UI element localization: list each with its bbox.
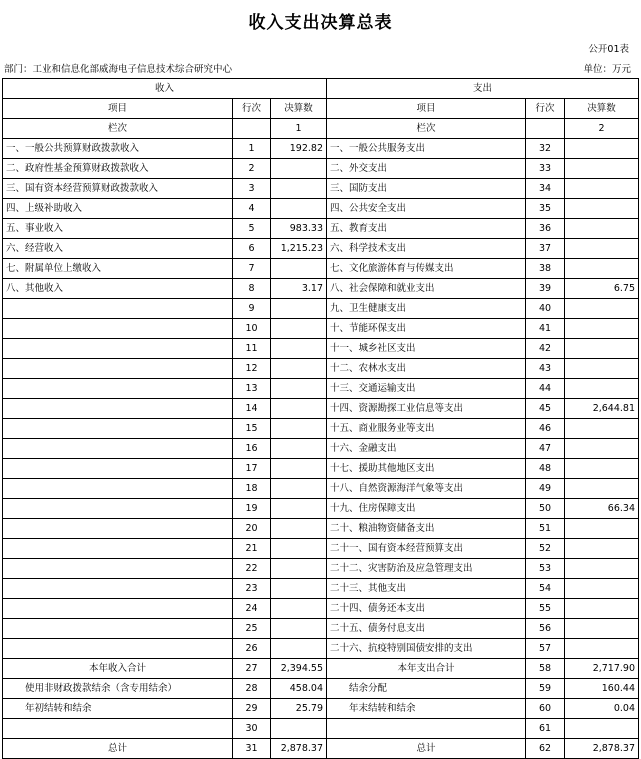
income-item-label — [3, 539, 233, 559]
income-amount — [271, 259, 327, 279]
expense-row-number: 34 — [526, 179, 565, 199]
summary-row — [3, 699, 639, 719]
expense-row-number: 44 — [526, 379, 565, 399]
expense-item-label: 十四、资源勘探工业信息等支出 — [327, 399, 526, 419]
income-item-label: 二、政府性基金预算财政拨款收入 — [3, 159, 233, 179]
income-item-label — [3, 399, 233, 419]
expense-item-label: 十九、住房保障支出 — [327, 499, 526, 519]
income-row-number: 10 — [233, 319, 271, 339]
expense-item-label: 十五、商业服务业等支出 — [327, 419, 526, 439]
income-item-label: 本年收入合计 — [3, 659, 233, 679]
table-row — [3, 459, 639, 479]
expense-amount — [565, 479, 639, 499]
income-amount: 1,215.23 — [271, 239, 327, 259]
income-amount — [271, 199, 327, 219]
expense-amount — [565, 259, 639, 279]
form-number: 公开01表 — [588, 44, 629, 55]
expense-item-label: 九、卫生健康支出 — [327, 299, 526, 319]
income-amount: 2,878.37 — [271, 739, 327, 759]
expense-row-number: 60 — [526, 699, 565, 719]
table-row — [3, 399, 639, 419]
expense-column-label: 栏次 — [327, 119, 526, 139]
income-row-number: 30 — [233, 719, 271, 739]
income-item-label — [3, 379, 233, 399]
expense-item-label: 十三、交通运输支出 — [327, 379, 526, 399]
table-row — [3, 379, 639, 399]
income-row-number: 20 — [233, 519, 271, 539]
expense-row-number: 58 — [526, 659, 565, 679]
expense-row-number: 45 — [526, 399, 565, 419]
income-row-no-header: 行次 — [233, 99, 271, 119]
expense-item-label: 十、节能环保支出 — [327, 319, 526, 339]
income-row-number: 8 — [233, 279, 271, 299]
expense-row-number: 35 — [526, 199, 565, 219]
expense-item-label: 五、教育支出 — [327, 219, 526, 239]
income-amount — [271, 419, 327, 439]
report-title: 收入支出决算总表 — [248, 13, 393, 33]
empty-cell — [233, 119, 271, 139]
expense-amount — [565, 379, 639, 399]
income-row-number: 1 — [233, 139, 271, 159]
table-row — [3, 179, 639, 199]
summary-row — [3, 659, 639, 679]
expense-item-label: 七、文化旅游体育与传媒支出 — [327, 259, 526, 279]
summary-row — [3, 739, 639, 759]
expense-amount: 160.44 — [565, 679, 639, 699]
income-amount: 458.04 — [271, 679, 327, 699]
income-row-number: 19 — [233, 499, 271, 519]
expense-section-header: 支出 — [327, 79, 639, 99]
income-amount — [271, 319, 327, 339]
income-item-label — [3, 499, 233, 519]
expense-row-number: 37 — [526, 239, 565, 259]
income-column-label: 栏次 — [3, 119, 233, 139]
expense-amount — [565, 159, 639, 179]
expense-item-label: 二十一、国有资本经营预算支出 — [327, 539, 526, 559]
expense-row-number: 54 — [526, 579, 565, 599]
income-item-label — [3, 579, 233, 599]
income-row-number: 13 — [233, 379, 271, 399]
table-row — [3, 439, 639, 459]
expense-row-number: 33 — [526, 159, 565, 179]
income-row-number: 23 — [233, 579, 271, 599]
income-item-label — [3, 299, 233, 319]
income-amount — [271, 439, 327, 459]
income-row-number: 25 — [233, 619, 271, 639]
expense-row-number: 39 — [526, 279, 565, 299]
income-row-number: 3 — [233, 179, 271, 199]
expense-amount — [565, 139, 639, 159]
expense-row-number: 43 — [526, 359, 565, 379]
expense-amount: 0.04 — [565, 699, 639, 719]
income-item-label — [3, 439, 233, 459]
expense-row-number: 32 — [526, 139, 565, 159]
income-row-number: 9 — [233, 299, 271, 319]
expense-amount — [565, 179, 639, 199]
income-amount — [271, 159, 327, 179]
income-section-header: 收入 — [3, 79, 327, 99]
income-item-label — [3, 359, 233, 379]
income-row-number: 6 — [233, 239, 271, 259]
income-amount — [271, 639, 327, 659]
income-row-number: 28 — [233, 679, 271, 699]
expense-row-number: 61 — [526, 719, 565, 739]
expense-item-label: 十八、自然资源海洋气象等支出 — [327, 479, 526, 499]
expense-amount — [565, 459, 639, 479]
table-row — [3, 519, 639, 539]
expense-item-label: 总计 — [327, 739, 526, 759]
expense-amount — [565, 219, 639, 239]
income-row-number: 21 — [233, 539, 271, 559]
income-amount: 192.82 — [271, 139, 327, 159]
income-row-number: 12 — [233, 359, 271, 379]
expense-item-label: 二十五、债务付息支出 — [327, 619, 526, 639]
table-row — [3, 359, 639, 379]
income-amount — [271, 599, 327, 619]
income-amount — [271, 519, 327, 539]
income-item-label — [3, 599, 233, 619]
expense-amount — [565, 579, 639, 599]
income-item-label — [3, 339, 233, 359]
expense-amount — [565, 299, 639, 319]
table-row — [3, 539, 639, 559]
expense-item-label: 二十、粮油物资储备支出 — [327, 519, 526, 539]
income-item-label: 七、附属单位上缴收入 — [3, 259, 233, 279]
expense-item-header: 项目 — [327, 99, 526, 119]
table-row — [3, 559, 639, 579]
expense-amount — [565, 359, 639, 379]
income-amount — [271, 719, 327, 739]
income-row-number: 7 — [233, 259, 271, 279]
income-amount — [271, 579, 327, 599]
expense-row-number: 62 — [526, 739, 565, 759]
expense-item-label — [327, 719, 526, 739]
expense-amount — [565, 319, 639, 339]
expense-amount: 66.34 — [565, 499, 639, 519]
income-amount — [271, 539, 327, 559]
income-amount — [271, 499, 327, 519]
income-item-label — [3, 319, 233, 339]
expense-item-label: 八、社会保障和就业支出 — [327, 279, 526, 299]
expense-amount — [565, 339, 639, 359]
income-amount — [271, 339, 327, 359]
income-amount — [271, 459, 327, 479]
income-amount — [271, 399, 327, 419]
income-amount — [271, 619, 327, 639]
income-row-number: 24 — [233, 599, 271, 619]
expense-item-label: 二十三、其他支出 — [327, 579, 526, 599]
table-row — [3, 419, 639, 439]
expense-item-label: 二、外交支出 — [327, 159, 526, 179]
expense-row-number: 50 — [526, 499, 565, 519]
empty-cell — [526, 119, 565, 139]
income-expense-table — [2, 78, 639, 759]
income-row-number: 2 — [233, 159, 271, 179]
expense-item-label: 二十四、债务还本支出 — [327, 599, 526, 619]
income-item-label: 使用非财政拨款结余（含专用结余） — [3, 679, 233, 699]
income-row-number: 26 — [233, 639, 271, 659]
expense-row-number: 41 — [526, 319, 565, 339]
table-row — [3, 159, 639, 179]
expense-amount — [565, 719, 639, 739]
income-item-label — [3, 639, 233, 659]
income-row-number: 14 — [233, 399, 271, 419]
expense-item-label: 本年支出合计 — [327, 659, 526, 679]
income-item-label — [3, 559, 233, 579]
table-row — [3, 319, 639, 339]
table-row — [3, 219, 639, 239]
income-amount — [271, 559, 327, 579]
department-label: 部门：工业和信息化部威海电子信息技术综合研究中心 — [4, 64, 233, 75]
income-amount-header: 决算数 — [271, 99, 327, 119]
expense-item-label: 十六、金融支出 — [327, 439, 526, 459]
income-item-label: 八、其他收入 — [3, 279, 233, 299]
table-row — [3, 139, 639, 159]
income-item-label: 一、一般公共预算财政拨款收入 — [3, 139, 233, 159]
expense-item-label: 十七、援助其他地区支出 — [327, 459, 526, 479]
income-amount: 2,394.55 — [271, 659, 327, 679]
income-amount: 3.17 — [271, 279, 327, 299]
expense-row-number: 51 — [526, 519, 565, 539]
expense-row-number: 36 — [526, 219, 565, 239]
expense-item-label: 结余分配 — [327, 679, 526, 699]
expense-row-number: 53 — [526, 559, 565, 579]
income-row-number: 18 — [233, 479, 271, 499]
income-item-label: 四、上级补助收入 — [3, 199, 233, 219]
expense-row-number: 59 — [526, 679, 565, 699]
income-item-label: 五、事业收入 — [3, 219, 233, 239]
expense-amount — [565, 439, 639, 459]
income-row-number: 29 — [233, 699, 271, 719]
income-row-number: 4 — [233, 199, 271, 219]
income-amount — [271, 179, 327, 199]
expense-row-number: 49 — [526, 479, 565, 499]
expense-item-label: 一、一般公共服务支出 — [327, 139, 526, 159]
income-item-label — [3, 459, 233, 479]
table-row — [3, 259, 639, 279]
income-item-label — [3, 479, 233, 499]
expense-amount — [565, 419, 639, 439]
income-item-label: 总计 — [3, 739, 233, 759]
expense-item-label: 四、公共安全支出 — [327, 199, 526, 219]
unit-label: 单位：万元 — [583, 64, 631, 75]
income-amount: 25.79 — [271, 699, 327, 719]
income-row-number: 27 — [233, 659, 271, 679]
income-item-label: 三、国有资本经营预算财政拨款收入 — [3, 179, 233, 199]
income-item-label — [3, 419, 233, 439]
table-row — [3, 639, 639, 659]
expense-row-number: 48 — [526, 459, 565, 479]
expense-row-number: 57 — [526, 639, 565, 659]
expense-amount — [565, 639, 639, 659]
expense-amount — [565, 519, 639, 539]
section-header-row — [3, 79, 639, 99]
income-row-number: 5 — [233, 219, 271, 239]
summary-row — [3, 679, 639, 699]
summary-row — [3, 719, 639, 739]
expense-item-label: 二十二、灾害防治及应急管理支出 — [327, 559, 526, 579]
income-amount — [271, 299, 327, 319]
income-item-label: 年初结转和结余 — [3, 699, 233, 719]
income-amount — [271, 379, 327, 399]
expense-row-number: 47 — [526, 439, 565, 459]
income-item-header: 项目 — [3, 99, 233, 119]
income-row-number: 31 — [233, 739, 271, 759]
column-header-row — [3, 99, 639, 119]
expense-row-number: 38 — [526, 259, 565, 279]
expense-row-number: 56 — [526, 619, 565, 639]
expense-amount — [565, 199, 639, 219]
table-row — [3, 299, 639, 319]
expense-amount: 2,717.90 — [565, 659, 639, 679]
table-row — [3, 579, 639, 599]
expense-amount — [565, 619, 639, 639]
table-row — [3, 479, 639, 499]
income-row-number: 16 — [233, 439, 271, 459]
income-amount — [271, 479, 327, 499]
expense-item-label: 二十六、抗疫特别国债安排的支出 — [327, 639, 526, 659]
income-row-number: 22 — [233, 559, 271, 579]
expense-row-number: 42 — [526, 339, 565, 359]
income-amount — [271, 359, 327, 379]
expense-row-number: 52 — [526, 539, 565, 559]
income-row-number: 11 — [233, 339, 271, 359]
table-row — [3, 619, 639, 639]
income-item-label — [3, 519, 233, 539]
expense-item-label: 十一、城乡社区支出 — [327, 339, 526, 359]
income-amount: 983.33 — [271, 219, 327, 239]
expense-amount: 2,644.81 — [565, 399, 639, 419]
table-row — [3, 499, 639, 519]
expense-item-label: 十二、农林水支出 — [327, 359, 526, 379]
expense-amount: 6.75 — [565, 279, 639, 299]
income-column-number: 1 — [271, 119, 327, 139]
expense-amount: 2,878.37 — [565, 739, 639, 759]
column-number-row — [3, 119, 639, 139]
expense-item-label: 年末结转和结余 — [327, 699, 526, 719]
income-row-number: 17 — [233, 459, 271, 479]
table-row — [3, 239, 639, 259]
table-row — [3, 599, 639, 619]
table-row — [3, 279, 639, 299]
expense-item-label: 三、国防支出 — [327, 179, 526, 199]
expense-column-number: 2 — [565, 119, 639, 139]
income-item-label: 六、经营收入 — [3, 239, 233, 259]
expense-row-no-header: 行次 — [526, 99, 565, 119]
expense-row-number: 46 — [526, 419, 565, 439]
expense-amount — [565, 239, 639, 259]
expense-row-number: 40 — [526, 299, 565, 319]
expense-amount-header: 决算数 — [565, 99, 639, 119]
expense-amount — [565, 539, 639, 559]
income-row-number: 15 — [233, 419, 271, 439]
table-row — [3, 199, 639, 219]
income-item-label — [3, 719, 233, 739]
expense-amount — [565, 559, 639, 579]
expense-item-label: 六、科学技术支出 — [327, 239, 526, 259]
expense-amount — [565, 599, 639, 619]
table-row — [3, 339, 639, 359]
income-item-label — [3, 619, 233, 639]
expense-row-number: 55 — [526, 599, 565, 619]
